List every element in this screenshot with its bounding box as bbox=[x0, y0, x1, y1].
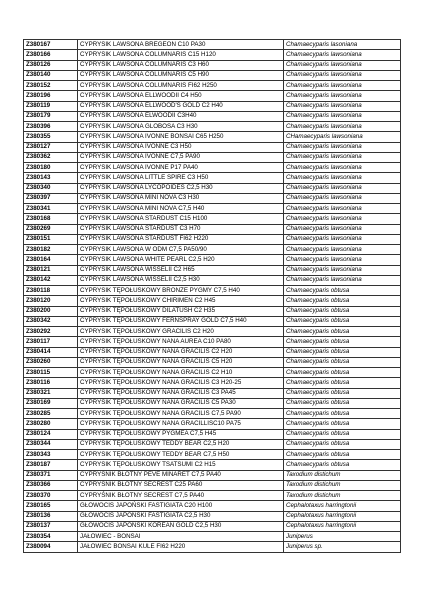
table-row bbox=[24, 357, 401, 367]
latin-name-cell: Chamaecyparis lawsoniana bbox=[284, 81, 401, 91]
plant-list-body bbox=[24, 40, 401, 553]
latin-name-cell: Chamaecyparis obtusa bbox=[284, 429, 401, 439]
product-name-cell: CYPRYSIK TĘPOŁUSKOWY NANA GRACILIS C3 H20-25 bbox=[78, 378, 284, 388]
product-name-cell: CYPRYŚNIK BŁOTNY PEVE MINARET C7,5 PA40 bbox=[78, 470, 284, 480]
latin-name-cell: Chamaecyparis lawsoniana bbox=[284, 214, 401, 224]
table-row bbox=[24, 327, 401, 337]
product-code-cell: Z380166 bbox=[24, 50, 78, 60]
product-code-cell: Z380165 bbox=[24, 501, 78, 511]
table-row bbox=[24, 521, 401, 531]
product-name-cell: GŁOWOCIS JAPOŃSKI FASTIGIATA C2,5 H30 bbox=[78, 511, 284, 521]
latin-name-cell: Chamaecyparis lawsoniana bbox=[284, 183, 401, 193]
latin-name-cell: Chamaecyparis obtusa bbox=[284, 450, 401, 460]
product-code-cell: Z380116 bbox=[24, 378, 78, 388]
table-row bbox=[24, 511, 401, 521]
table-row bbox=[24, 439, 401, 449]
product-name-cell: CYPRYSIK LAWSONA BREGEON C10 PA30 bbox=[78, 40, 284, 50]
product-code-cell: Z380187 bbox=[24, 460, 78, 470]
product-code-cell: Z380340 bbox=[24, 183, 78, 193]
latin-name-cell: Taxodium distichum bbox=[284, 470, 401, 480]
product-code-cell: Z380371 bbox=[24, 470, 78, 480]
table-row bbox=[24, 337, 401, 347]
latin-name-cell: Chamaecyparis lawsoniana bbox=[284, 60, 401, 70]
product-code-cell: Z380179 bbox=[24, 111, 78, 121]
latin-name-cell: Chamaecyparis lawsoniana bbox=[284, 152, 401, 162]
table-row bbox=[24, 470, 401, 480]
latin-name-cell: Chamaecyparis obtusa bbox=[284, 378, 401, 388]
latin-name-cell: Chamaecyparis obtusa bbox=[284, 460, 401, 470]
table-row bbox=[24, 70, 401, 80]
table-row bbox=[24, 60, 401, 70]
product-code-cell: Z380414 bbox=[24, 347, 78, 357]
table-row bbox=[24, 491, 401, 501]
product-name-cell: CYPRYSIK TĘPOŁUSKOWY TSATSUMI C2 H15 bbox=[78, 460, 284, 470]
product-code-cell: Z380396 bbox=[24, 122, 78, 132]
product-code-cell: Z380121 bbox=[24, 265, 78, 275]
product-code-cell: Z380119 bbox=[24, 101, 78, 111]
product-name-cell: CYPRYSIK TĘPOŁUSKOWY NANA GRACILIS C2 H10 bbox=[78, 368, 284, 378]
latin-name-cell: Chamaecyparis lawsoniana bbox=[284, 245, 401, 255]
product-name-cell: CYPRYSIK LAWSONA MINI NOVA C7,5 H40 bbox=[78, 204, 284, 214]
product-code-cell: Z380124 bbox=[24, 429, 78, 439]
table-row bbox=[24, 91, 401, 101]
product-name-cell: CYPRYSIK LAWSONA STARDUST C15 H100 bbox=[78, 214, 284, 224]
product-name-cell: CYPRYSIK TĘPOŁUSKOWY PYGMEA C7,5 H45 bbox=[78, 429, 284, 439]
plant-list-table bbox=[23, 39, 401, 553]
product-code-cell: Z380269 bbox=[24, 224, 78, 234]
product-code-cell: Z380342 bbox=[24, 316, 78, 326]
product-code-cell: Z380143 bbox=[24, 173, 78, 183]
latin-name-cell: Chamaecyparis lawsoniana bbox=[284, 265, 401, 275]
product-name-cell: JAŁOWIEC BONSAI KULE FI62 H220 bbox=[78, 542, 284, 552]
table-row bbox=[24, 398, 401, 408]
table-row bbox=[24, 368, 401, 378]
product-name-cell: CYPRYSIK TĘPOŁUSKOWY BRONZE PYGMY C7,5 H40 bbox=[78, 286, 284, 296]
product-name-cell: CYPRYSIK TĘPOŁUSKOWY GRACILIS C2 H20 bbox=[78, 327, 284, 337]
product-name-cell: CYPRYSIK TĘPOŁUSKOWY NANA GRACILIS C5 PA30 bbox=[78, 398, 284, 408]
product-name-cell: GŁOWOCIS JAPOŃSKI FASTIGIATA C20 H100 bbox=[78, 501, 284, 511]
latin-name-cell: Chamaecyparis lawsoniana bbox=[284, 204, 401, 214]
product-code-cell: Z380200 bbox=[24, 306, 78, 316]
latin-name-cell: Chamaecyparis obtusa bbox=[284, 337, 401, 347]
product-code-cell: Z380196 bbox=[24, 91, 78, 101]
product-code-cell: Z380182 bbox=[24, 245, 78, 255]
latin-name-cell: Chamaecyparis lawsoniana bbox=[284, 255, 401, 265]
table-row bbox=[24, 255, 401, 265]
latin-name-cell: Chamaecyparis lawsoniana bbox=[284, 234, 401, 244]
product-code-cell: Z380285 bbox=[24, 409, 78, 419]
product-code-cell: Z380370 bbox=[24, 491, 78, 501]
latin-name-cell: Taxodium distichum bbox=[284, 491, 401, 501]
product-name-cell: CYPRYSIK LAWSONA LITTLE SPIRE C3 H50 bbox=[78, 173, 284, 183]
table-row bbox=[24, 173, 401, 183]
product-name-cell: JAŁOWIEC - BONSAI bbox=[78, 532, 284, 542]
product-code-cell: Z380142 bbox=[24, 275, 78, 285]
product-code-cell: Z380362 bbox=[24, 152, 78, 162]
product-name-cell: CYPRYSIK LAWSONA ELLWOOD'S GOLD C2 H40 bbox=[78, 101, 284, 111]
product-name-cell: CYPRYSIK LAWSONA WHITE PEARL C2,5 H20 bbox=[78, 255, 284, 265]
latin-name-cell: Chamaecyparis obtusa bbox=[284, 327, 401, 337]
table-row bbox=[24, 306, 401, 316]
product-code-cell: Z380280 bbox=[24, 419, 78, 429]
latin-name-cell: Chamaecyparis obtusa bbox=[284, 368, 401, 378]
latin-name-cell: Chamaecyparis lawsoniana bbox=[284, 224, 401, 234]
table-row bbox=[24, 347, 401, 357]
table-row bbox=[24, 224, 401, 234]
table-row bbox=[24, 542, 401, 552]
latin-name-cell: Chamaecyparis obtusa bbox=[284, 419, 401, 429]
product-name-cell: CYPRYSIK TĘPOŁUSKOWY NANA GRACILIS C5 H20 bbox=[78, 357, 284, 367]
product-name-cell: CYPRYSIK TĘPOŁUSKOWY FERNSPRAY GOLD C7,5 H40 bbox=[78, 316, 284, 326]
product-name-cell: CYPRYSIK TĘPOŁUSKOWY NANA GRACILLISC10 PA75 bbox=[78, 419, 284, 429]
product-code-cell: Z380260 bbox=[24, 357, 78, 367]
latin-name-cell: Chamaecyparis obtusa bbox=[284, 306, 401, 316]
table-row bbox=[24, 460, 401, 470]
product-code-cell: Z380343 bbox=[24, 450, 78, 460]
latin-name-cell: Chamaecyparis lawsoniana bbox=[284, 101, 401, 111]
product-code-cell: Z380354 bbox=[24, 532, 78, 542]
latin-name-cell: Chamaecyparis obtusa bbox=[284, 439, 401, 449]
product-name-cell: CYPRYSIK LAWSONA ELWOODII C3H40 bbox=[78, 111, 284, 121]
table-row bbox=[24, 214, 401, 224]
latin-name-cell: Cephalotaxus harringtonii bbox=[284, 501, 401, 511]
latin-name-cell: Chamaecyparis lawsoniana bbox=[284, 193, 401, 203]
table-row bbox=[24, 81, 401, 91]
product-name-cell: CYPRYSIK LAWSONA WISSELII C2 H65 bbox=[78, 265, 284, 275]
latin-name-cell: CHamaecyparis lawsoniana bbox=[284, 132, 401, 142]
table-row bbox=[24, 480, 401, 490]
product-code-cell: Z380120 bbox=[24, 296, 78, 306]
table-row bbox=[24, 316, 401, 326]
table-row bbox=[24, 183, 401, 193]
product-code-cell: Z380127 bbox=[24, 142, 78, 152]
product-name-cell: CYPRYSIK LAWSONA IVONNE C7,5 PA90 bbox=[78, 152, 284, 162]
table-row bbox=[24, 450, 401, 460]
table-row bbox=[24, 378, 401, 388]
product-name-cell: CYPRYSIK LAWSONA IVONNE P17 PA40 bbox=[78, 163, 284, 173]
product-code-cell: Z380118 bbox=[24, 286, 78, 296]
latin-name-cell: Taxodium distichum bbox=[284, 480, 401, 490]
product-name-cell: CYPRYSIK TĘPOŁUSKOWY DILATUSH C2 H35 bbox=[78, 306, 284, 316]
product-code-cell: Z380094 bbox=[24, 542, 78, 552]
table-row bbox=[24, 409, 401, 419]
product-code-cell: Z380115 bbox=[24, 368, 78, 378]
latin-name-cell: Chamaecyparis lawsoniana bbox=[284, 50, 401, 60]
table-row bbox=[24, 275, 401, 285]
product-code-cell: Z380180 bbox=[24, 163, 78, 173]
latin-name-cell: Chamaecyparis lawsoniana bbox=[284, 173, 401, 183]
product-name-cell: CYPRYSIK LAWSONA IVONNE BONSAI C65 H250 bbox=[78, 132, 284, 142]
latin-name-cell: Chamaecyparis lawsoniana bbox=[284, 111, 401, 121]
product-name-cell: CYPRYSIK LAWSONA STARDUST C3 H70 bbox=[78, 224, 284, 234]
table-row bbox=[24, 111, 401, 121]
latin-name-cell: Chamaecyparis obtusa bbox=[284, 409, 401, 419]
product-code-cell: Z380137 bbox=[24, 521, 78, 531]
product-code-cell: Z380164 bbox=[24, 255, 78, 265]
product-name-cell: CYPRYSIK TĘPOŁUSKOWY NANA GRACILIS C7,5 PA90 bbox=[78, 409, 284, 419]
latin-name-cell: Chamaecyparis lawsoniana bbox=[284, 91, 401, 101]
product-code-cell: Z380167 bbox=[24, 40, 78, 50]
latin-name-cell: Chamaecyparis obtusa bbox=[284, 398, 401, 408]
product-code-cell: Z380136 bbox=[24, 511, 78, 521]
product-name-cell: CYPRYSIK TĘPOŁUSKOWY TEDDY BEAR C7,5 H50 bbox=[78, 450, 284, 460]
latin-name-cell: Chamaecyparis obtusa bbox=[284, 296, 401, 306]
product-code-cell: Z380344 bbox=[24, 439, 78, 449]
table-row bbox=[24, 152, 401, 162]
product-name-cell: CYPRYSIK TĘPOŁUSKOWY NANA AUREA C10 PA80 bbox=[78, 337, 284, 347]
product-code-cell: Z380341 bbox=[24, 204, 78, 214]
latin-name-cell: Cephalotaxus harringtonii bbox=[284, 511, 401, 521]
product-code-cell: Z380117 bbox=[24, 337, 78, 347]
product-code-cell: Z380151 bbox=[24, 234, 78, 244]
table-row bbox=[24, 429, 401, 439]
table-row bbox=[24, 101, 401, 111]
table-row bbox=[24, 265, 401, 275]
product-code-cell: Z380140 bbox=[24, 70, 78, 80]
product-name-cell: CYPRYSIK LAWSONA STARDUST FI62 H220 bbox=[78, 234, 284, 244]
product-name-cell: CYPRYSIK LAWSONA WISSELII C2,5 H30 bbox=[78, 275, 284, 285]
latin-name-cell: Chamaecyparis lawsoniana bbox=[284, 275, 401, 285]
table-row bbox=[24, 122, 401, 132]
table-row bbox=[24, 532, 401, 542]
product-code-cell: Z380126 bbox=[24, 60, 78, 70]
latin-name-cell: Chamaecyparis lasoniana bbox=[284, 40, 401, 50]
table-row bbox=[24, 245, 401, 255]
product-name-cell: CYPRYSIK LAWSONA LYCOPOIDES C2,5 H30 bbox=[78, 183, 284, 193]
table-row bbox=[24, 163, 401, 173]
table-row bbox=[24, 234, 401, 244]
product-name-cell: CYPRYSIK LAWSONA ELLWOODII C4 H50 bbox=[78, 91, 284, 101]
table-row bbox=[24, 419, 401, 429]
product-code-cell: Z380168 bbox=[24, 214, 78, 224]
table-row bbox=[24, 193, 401, 203]
latin-name-cell: Chamaecyparis lawsoniana bbox=[284, 70, 401, 80]
latin-name-cell: Chamaecyparis lawsoniana bbox=[284, 122, 401, 132]
product-name-cell: CYPRYSIK LAWSONA W ODM C7,5 PA50/90 bbox=[78, 245, 284, 255]
product-name-cell: CYPRYSIK LAWSONA COLUMNARIS C15 H120 bbox=[78, 50, 284, 60]
product-code-cell: Z380397 bbox=[24, 193, 78, 203]
latin-name-cell: Juniperus sp. bbox=[284, 542, 401, 552]
latin-name-cell: Chamaecyparis obtusa bbox=[284, 357, 401, 367]
product-name-cell: CYPRYŚNIK BŁOTNY SECREST C25 PA60 bbox=[78, 480, 284, 490]
latin-name-cell: Chamaecyparis obtusa bbox=[284, 316, 401, 326]
table-row bbox=[24, 50, 401, 60]
latin-name-cell: Chamaecyparis obtusa bbox=[284, 286, 401, 296]
latin-name-cell: Chamaecyparis lawsoniana bbox=[284, 163, 401, 173]
product-code-cell: Z380355 bbox=[24, 132, 78, 142]
product-code-cell: Z380366 bbox=[24, 480, 78, 490]
product-name-cell: CYPRYSIK TĘPOŁUSKOWY NANA GRACILIS C2 H20 bbox=[78, 347, 284, 357]
product-name-cell: CYPRYSIK LAWSONA COLUMNARIS FI62 H250 bbox=[78, 81, 284, 91]
table-row bbox=[24, 296, 401, 306]
product-code-cell: Z380292 bbox=[24, 327, 78, 337]
product-name-cell: CYPRYSIK LAWSONA COLUMNARIS C3 H60 bbox=[78, 60, 284, 70]
product-code-cell: Z380169 bbox=[24, 398, 78, 408]
latin-name-cell: Cephalotaxus harringtonii bbox=[284, 521, 401, 531]
product-name-cell: CYPRYSIK TĘPOŁUSKOWY CHIRIMEN C2 H45 bbox=[78, 296, 284, 306]
product-name-cell: CYPRYSIK LAWSONA IVONNE C3 H50 bbox=[78, 142, 284, 152]
table-row bbox=[24, 40, 401, 50]
latin-name-cell: Chamaecyparis lawsoniana bbox=[284, 142, 401, 152]
table-row bbox=[24, 132, 401, 142]
product-name-cell: CYPRYSIK LAWSONA MINI NOVA C3 H30 bbox=[78, 193, 284, 203]
product-name-cell: CYPRYŚNIK BŁOTNY SECREST C7,5 PA40 bbox=[78, 491, 284, 501]
product-code-cell: Z380321 bbox=[24, 388, 78, 398]
table-row bbox=[24, 501, 401, 511]
product-name-cell: CYPRYSIK TĘPOŁUSKOWY TEDDY BEAR C2,5 H20 bbox=[78, 439, 284, 449]
latin-name-cell: Juniperus bbox=[284, 532, 401, 542]
latin-name-cell: Chamaecyparis obtusa bbox=[284, 347, 401, 357]
product-code-cell: Z380152 bbox=[24, 81, 78, 91]
product-name-cell: CYPRYSIK LAWSONA COLUMNARIS C5 H90 bbox=[78, 70, 284, 80]
table-row bbox=[24, 142, 401, 152]
table-row bbox=[24, 388, 401, 398]
table-row bbox=[24, 204, 401, 214]
product-name-cell: CYPRYSIK TĘPOŁUSKOWY NANA GRACILIS C3 PA45 bbox=[78, 388, 284, 398]
product-name-cell: GŁOWOCIS JAPOŃSKI KOREAN GOLD C2,5 H30 bbox=[78, 521, 284, 531]
latin-name-cell: Chamaecyparis obtusa bbox=[284, 388, 401, 398]
table-row bbox=[24, 286, 401, 296]
product-name-cell: CYPRYSIK LAWSONA GLOBOSA C3 H30 bbox=[78, 122, 284, 132]
